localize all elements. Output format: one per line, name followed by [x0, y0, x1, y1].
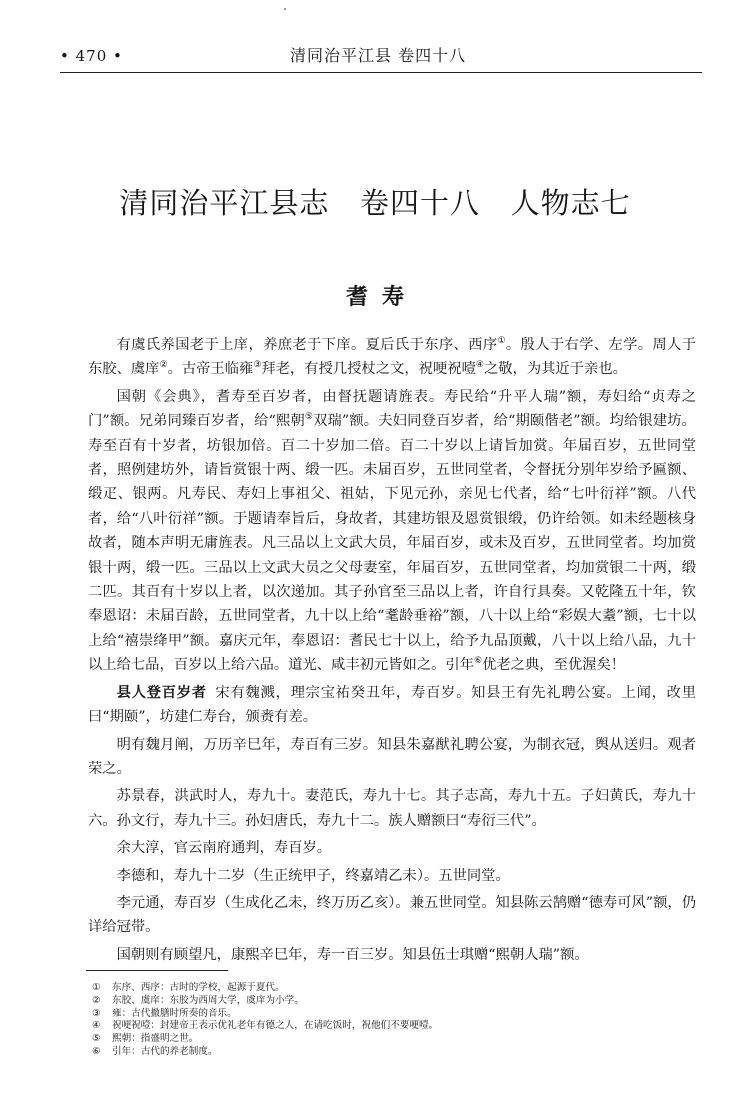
- footnote-text: 祝哽祝噎：封建帝王表示优礼老年有德之人，在请吃饭时，祝他们不要哽噎。: [112, 1020, 439, 1032]
- text-segment: 苏景春，洪武时人，寿九十。妻范氏，寿九十七。其子志高，寿九十五。子妇黄氏，寿九十六。孙文行，寿九十三。孙妇唐氏，寿九十二。族人赠额曰“寿衍三代”。: [88, 788, 696, 829]
- section-title: 耆寿: [345, 284, 418, 310]
- footnotes: [92, 982, 692, 1059]
- paragraph: [88, 784, 696, 833]
- footnote-reference: ①: [497, 336, 506, 347]
- text-segment: 李元通，寿百岁（生成化乙未，终万历乙亥）。兼五世同堂。知县陈云鹄赠“德寿可风”额，仍详给冠带。: [88, 894, 696, 936]
- text-segment: 明有魏月阐，万历辛巳年，寿百有三岁。知县朱嘉猷礼聘公宴，为制衣冠，舆从送归。观者荣之。: [88, 736, 696, 777]
- footnote: [92, 1020, 692, 1033]
- footnote-marker: ⑥: [92, 1045, 101, 1057]
- footnote-marker: ⑤: [92, 1033, 101, 1045]
- chapter-title: 清同治平江县志 卷四十八 人物志七: [119, 186, 631, 220]
- paragraph: [88, 681, 696, 730]
- body-text: [88, 333, 696, 970]
- text-segment: 双瑞”额。夫妇同登百岁者，给“期颐偕老”额。均给银建坊。寿至百有十岁者，坊银加倍。百二十岁加二倍。百二十岁以上请旨加赏。年届百岁，五世同堂者，照例建坊外，请旨赏银十两、缎一匹。未届百岁，五世同堂者，令督抚分别年岁给予匾额、缎疋、银两。凡寿民、寿妇上事祖父、祖姑，下见元孙，亲见七代者，给“七叶衍祥”额。八代者，给“八叶衍祥”额。于题请奉旨后，身故者，其建坊银及恩赏银缎，仍许给领。如未经题核身故者，随本声明无庸旌表。凡三品以上文武大员，年届百岁，或未及百岁，五世同堂者。均加赏银十两，缎一匹。三品以上文武大员之父母妻室，年届百岁，五世同堂者，均加赏银二十两，缎二匹。其百有十岁以上者，以次递加。其子孙官至三品以上者，许自行具奏。又乾隆五十年，钦奉恩诏：未届百龄，五世同堂者，九十以上给“耄龄垂裕”额，八十以上给“彩娱大耋”额，七十以上给“禧崇绛甲”额。嘉庆元年，奉恩诏：耆民七十以上，给予九品顶戴，八十以上给八品，九十以上给七品，百岁以上给六品。道光、咸丰初元皆如之。引年: [88, 413, 696, 674]
- footnote-reference: ②: [159, 360, 168, 371]
- text-segment: 国朝则有顾望凡，康熙辛巳年，寿一百三岁。知县伍士琪赠“熙朝人瑞”额。: [116, 946, 589, 963]
- paragraph: [88, 864, 696, 888]
- footnote: [92, 1008, 692, 1021]
- text-segment: 国朝《会典》，耆寿至百岁者，由督抚题请旌表。寿民给“升平人瑞”额，寿妇给“贞寿之门”额。兄弟同臻百岁者，给“熙朝: [88, 388, 696, 430]
- scan-speck: [284, 8, 286, 10]
- text-segment: 拜老，有授几授杖之文，祝哽祝噎: [261, 361, 476, 378]
- text-segment: 。殷人于右学、左学。周人于东胶、虞庠: [88, 337, 696, 378]
- footnote: [92, 1046, 692, 1059]
- text-segment: 之敬，为其近于亲也。: [483, 361, 627, 378]
- footnote-reference: ③: [253, 360, 262, 371]
- footnote-text: 东序、西序：古时的学校，起源于夏代。: [112, 982, 285, 993]
- footnote-text: 东胶、虞庠：东胶为西周大学，虞庠为小学。: [112, 994, 304, 1006]
- text-segment: 优老之典，至优渥矣！: [482, 657, 626, 674]
- text-segment: 有虞氏养国老于上庠，养庶老于下庠。夏后氏于东序、西序: [116, 337, 498, 353]
- text-segment: 。古帝王临雍: [167, 361, 254, 378]
- footnote-text: 雍：古代撤膳时所奏的音乐。: [112, 1007, 237, 1019]
- running-head: 清同治平江县 卷四十八: [290, 46, 467, 65]
- footnote-marker: ④: [92, 1020, 101, 1032]
- footnote: [92, 995, 692, 1008]
- paragraph: [88, 385, 696, 678]
- footnote: [92, 1033, 692, 1046]
- footnote-marker: ②: [92, 994, 101, 1006]
- text-segment: 宋有魏溅，理宗宝祐癸丑年，寿百岁。知县王有先礼聘公宴。上闻，改里曰“期颐”，坊建仁寿台，颁赉有差。: [88, 684, 696, 726]
- sub-heading: 县人登百岁者: [116, 684, 207, 701]
- page-header: [60, 44, 700, 68]
- footnote-reference: ④: [475, 360, 484, 371]
- text-segment: 李德和，寿九十二岁（生正统甲子，终嘉靖乙未）。五世同堂。: [116, 867, 510, 884]
- header-rule: [60, 72, 702, 73]
- paragraph: [88, 943, 696, 967]
- footnote-rule: [86, 970, 228, 971]
- paragraph: [88, 891, 696, 940]
- footnote-marker: ③: [92, 1007, 101, 1019]
- footnote-marker: ①: [92, 982, 101, 993]
- paragraph: [88, 733, 696, 782]
- footnote-text: 引年：古代的养老制度。: [112, 1045, 218, 1057]
- paragraph: [88, 333, 696, 382]
- page-number: • 470 •: [60, 47, 123, 65]
- footnote-reference: ⑤: [304, 412, 314, 423]
- footnote-text: 熙朝：指盛明之世。: [112, 1033, 199, 1045]
- text-segment: 余大淳，官云南府通判，寿百岁。: [116, 840, 332, 857]
- paragraph: [88, 836, 696, 860]
- footnote-reference: ⑥: [474, 656, 483, 667]
- footnote: [92, 982, 692, 995]
